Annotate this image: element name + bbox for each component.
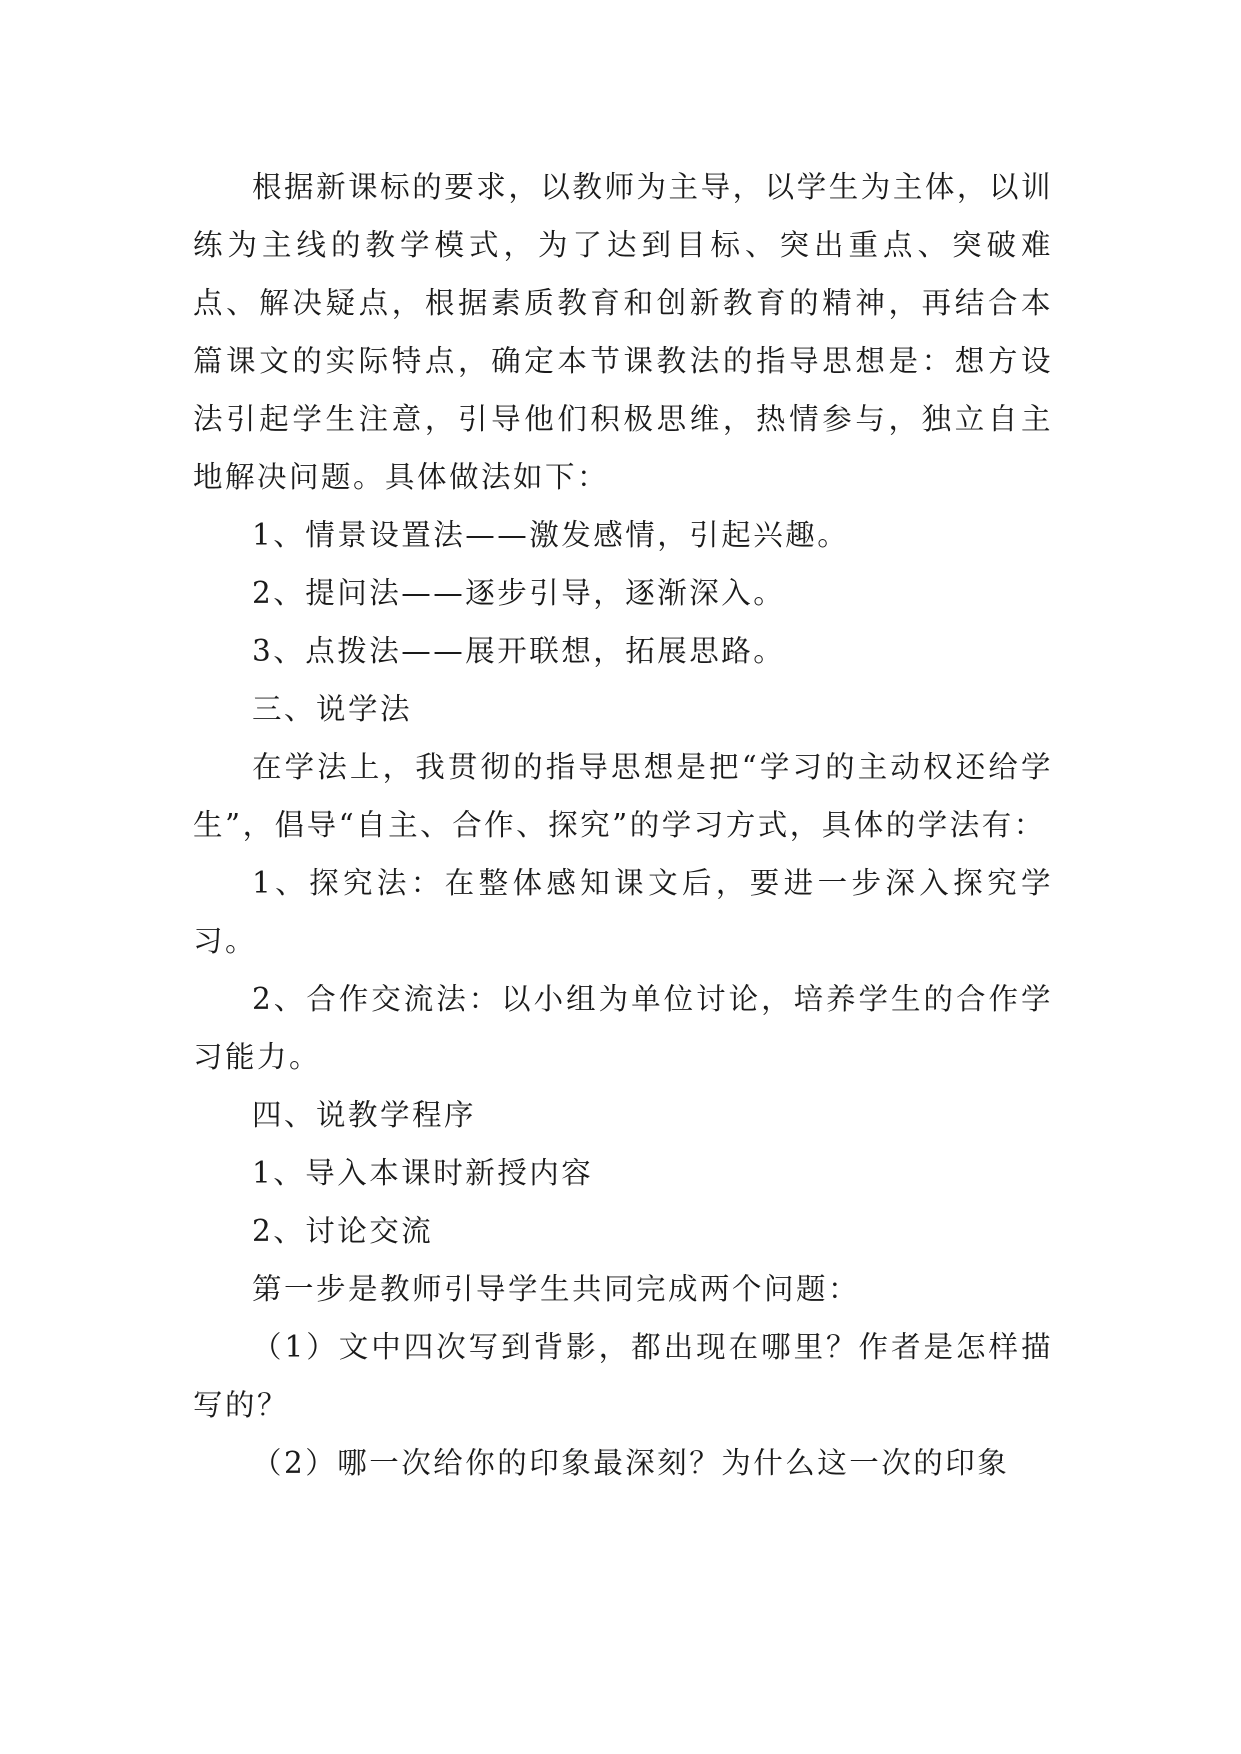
paragraph-method-2: 2、提问法——逐步引导，逐渐深入。 [252, 576, 786, 610]
paragraph-procedure-1: 1、导入本课时新授内容 [252, 1156, 594, 1190]
paragraph-step-one: 第一步是教师引导学生共同完成两个问题： [252, 1272, 861, 1306]
paragraph-learning-method-2: 2、合作交流法：以小组为单位讨论，培养学生的合作学习能力。 [193, 982, 1053, 1074]
paragraph-learning-method-intro: 在学法上，我贯彻的指导思想是把“学习的主动权还给学生”，倡导“自主、合作、探究”的学习方式，具体的学法有： [193, 750, 1053, 842]
section-heading-learning-method: 三、说学法 [252, 692, 413, 726]
document-body [193, 158, 1053, 1492]
paragraph-learning-method-1: 1、探究法：在整体感知课文后，要进一步深入探究学习。 [193, 866, 1053, 958]
paragraph-method-3: 3、点拨法——展开联想，拓展思路。 [252, 634, 786, 668]
paragraph-method-1: 1、情景设置法——激发感情，引起兴趣。 [252, 518, 850, 552]
paragraph-procedure-2: 2、讨论交流 [252, 1214, 434, 1248]
paragraph-question-2: （2）哪一次给你的印象最深刻？为什么这一次的印象 [252, 1446, 1010, 1480]
section-heading-teaching-procedure: 四、说教学程序 [252, 1098, 477, 1132]
paragraph-teaching-method-intro: 根据新课标的要求，以教师为主导，以学生为主体，以训练为主线的教学模式，为了达到目标、突出重点、突破难点、解决疑点，根据素质教育和创新教育的精神，再结合本篇课文的实际特点，确定本节课教法的指导思想是：想方设法引起学生注意，引导他们积极思维，热情参与，独立自主地解决问题。具体做法如下： [193, 170, 1053, 494]
paragraph-question-1: （1）文中四次写到背影，都出现在哪里？作者是怎样描写的？ [193, 1330, 1053, 1422]
